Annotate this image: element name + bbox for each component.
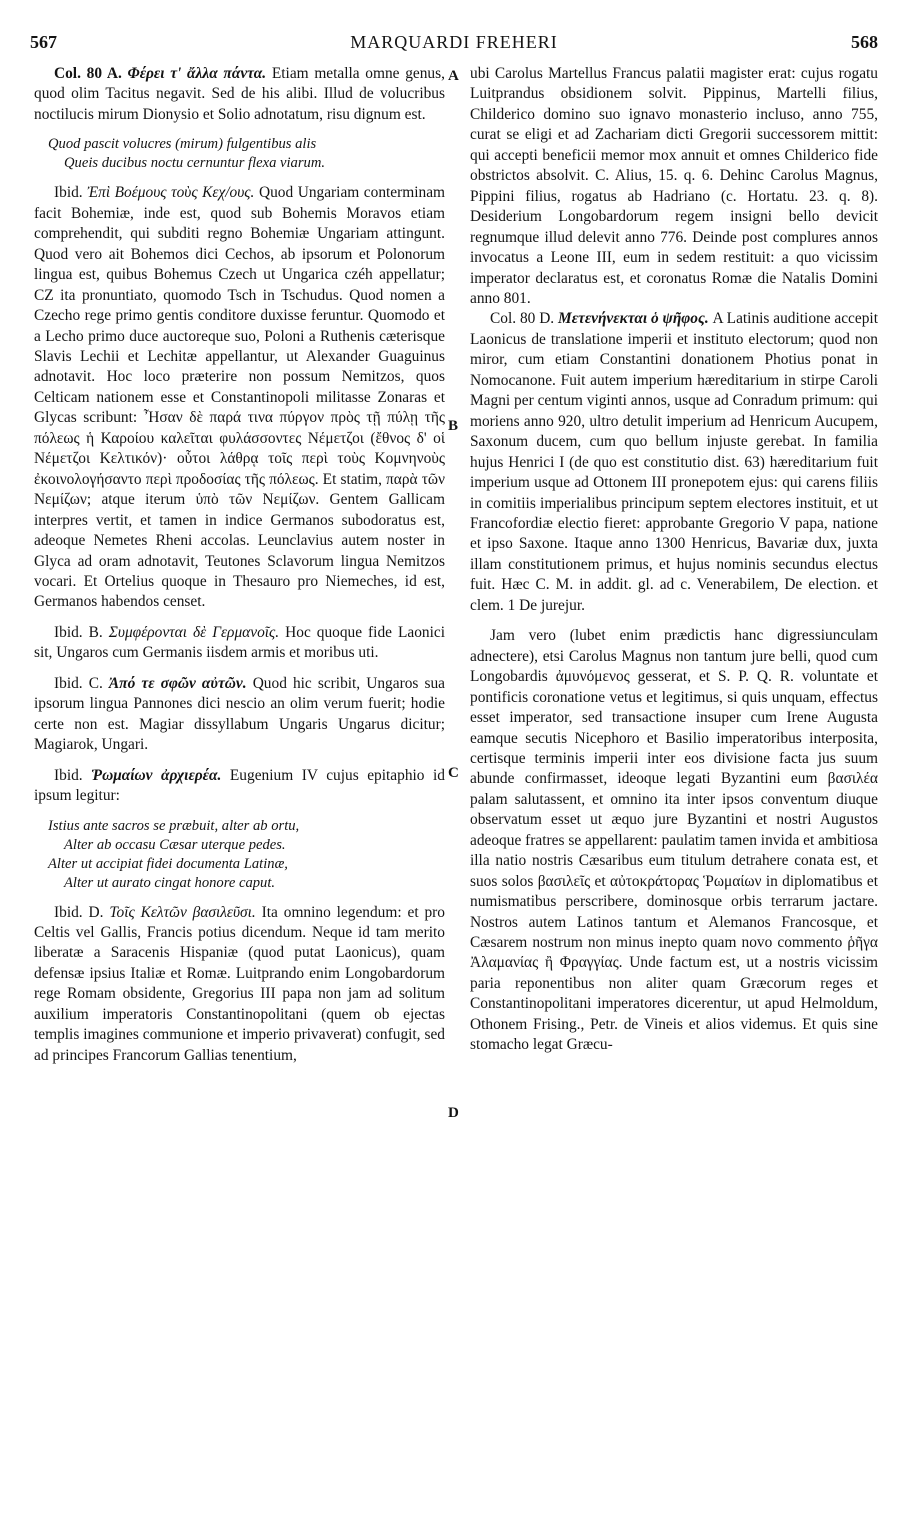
verse-line: Alter ab occasu Cæsar uterque pedes. [64, 836, 286, 853]
greek-lemma: Μετενήνεκται ὁ ψῆφος. [558, 310, 709, 328]
greek-lemma: Ἀπό τε σφῶν αὐτῶν. [108, 674, 247, 692]
note-ibid-bohemos [34, 183, 445, 613]
note-ref: Col. 80 D. [490, 310, 555, 328]
verse-line: Alter ut accipiat fidei documenta Latinæ, [48, 855, 288, 872]
note-ibid-romaion [34, 766, 445, 807]
greek-lemma: Ῥωμαίων ἀρχιερέα. [91, 766, 222, 784]
note-col-80d [470, 309, 878, 616]
note-ibid-c [34, 674, 445, 756]
verse-line: Alter ut aurato cingat honore caput. [64, 874, 276, 891]
verse-line: Quod pascit volucres (mirum) fulgentibus alis [48, 136, 317, 153]
note-ref: Ibid. D. [54, 903, 104, 921]
page-number-left: 567 [30, 32, 57, 52]
note-ibid-d [34, 903, 445, 1067]
greek-lemma: Ἐπὶ Βοέμους τοὺς Κεχ/ους. [87, 184, 255, 202]
note-text: Etiam metalla omne genus, quod olim Tacitus negavit. Sed de his alibi. Illud de volucribus noctilucis mirum Dionysio et Solio adnotatum, risu dignum est. [34, 65, 445, 123]
margin-marker-d: D [448, 1105, 459, 1121]
greek-lemma: Φέρει τ' ἄλλα πάντα. [127, 65, 267, 82]
page-header [30, 32, 878, 58]
margin-marker-c: C [448, 765, 459, 781]
note-col-80a [34, 64, 445, 125]
margin-marker-b: B [448, 418, 459, 434]
note-text: Ita omnino legendum: et pro Celtis vel Gallis, Francis potius dicendum. Neque id tam merito liberatæ a Saracenis Hispaniæ (quod putat Laonicus), quam defensæ ipsius Italiæ et Romæ. Luitprando enim Longobardorum rege Romam obsidente, Gregorius III papa non jam ad solitum auxilium imperatoris Constantinopolitani (quem ob ejectas templis imagines communione et imperio privaverat) confugit, sed ad principes Francorum Gallias tenentium, [34, 903, 445, 1064]
note-text: ubi Carolus Martellus Francus palatii magister erat: cujus rogatu Luitprandus obsidionem solvit. Pippinus, Martelli filius, Childerico domino suo ignavo monasterio incluso, anno 755, curat se eligi et ad Zachariam dicti Gregorii successorem mittit: qui accepti beneficii memor mox annuit et omnes Childerico fide obstrictos absolvit. C. Alius, 15. q. 6. Dehinc Carolus Magnus, Pippini filius, rogatus ab Hadriano (c. Hortatu. 23. q. 8). Desiderium Longobardorum regem insigni bello devicit regnumque illud delevit anno 776. Deinde post complures annos invocatus a Leone III, eum in sedem restituit: a quo vicissim imperator declaratus est, et coronatus Romæ die Natalis Domini anno 801. [470, 65, 878, 307]
note-text: Quod Ungariam conterminam facit Bohemiæ, inde est, quod sub Bohemis Moravos etiam comprehendit, qui subditi regno Bohemiæ Ungariam attingunt. Quod vero ait Bohemos dici Cechos, ab ipsorum et Polonorum lingua est, quibus Bohemus Czech ut Ungarica czéh appellatur; CZ ita pronuntiato, quomodo Tsch in Tschudus. Quod nomen a Czecho rege primo gentis conditore duxisse feruntur. Quomodo et a Lecho primo duce auctoreque suo, Poloni a Ruthenis cæterisque Slavis Lechii et Lechitæ appellantur, ut Alexander Guaguinus adnotavit. Hoc loco præterire non possum Nemitzos, quos Celticam nationem esse et Constantinopoli militasse Zonaras et Glycas scribunt: Ἦσαν δὲ παρά τινα πύργον πρὸς τῇ πύλῃ τῆς πόλεως ἡ Καροίου καλεῖται φυλάσσοντες Νέμετζοι (ἔθνος δ' οἱ Νέμετζοι Κελτικόν)· οὗτοι λάθρᾳ τοῖς περὶ τοὺς Κομνηνοὺς ἐκοινολογήσαντο περὶ προδοσίας τῆς πόλεως. Et statim, παρὰ τῶν Νεμίζων; atque iterum ὑπὸ τῶν Νεμίζων. Gentem Gallicam interpres vertit, et tamen in indice Germanos subodoratus est, adeoque Nemetes Rheni accolas. Leunclavius autem noster in Glyca ad oram adnotavit, Teutones Sclavorum lingua Nemitzos vocari. Et Ortelius quoque in Thesauro pro Niemeches, id est, Germanos habendos censet. [34, 184, 445, 611]
verse-line: Istius ante sacros se præbuit, alter ab ortu, [48, 817, 300, 834]
note-ref: Ibid. B. [54, 623, 103, 641]
note-text: Quod hic scribit, Ungaros sua ipsorum lingua Pannones dici nescio an olim verum fuerit; hodie certe non est. Magiar dissyllabum Ungaris Ungarus dicitur; Magiarok, Ungari. [34, 674, 445, 754]
note-ref: Ibid. [54, 766, 83, 784]
greek-lemma: Συμφέρονται δὲ Γερμανοῖς. [108, 623, 280, 641]
note-text: Eugenium IV cujus epitaphio id ipsum legitur: [34, 766, 445, 805]
note-text: Hoc quoque fide Laonici sit, Ungaros cum Germanis iisdem armis et moribus uti. [34, 623, 445, 662]
note-text: Jam vero (lubet enim prædictis hanc digressiunculam adnectere), etsi Carolus Magnus non tantum jure belli, quod cum Longobardis ἀμυνόμενος gesserat, et S. P. Q. R. voluntate et pontificis coronatione vetus et legitimus, si quis unquam, effectus esset imperator, sed transactione insuper cum Irene Augusta eamque secutis Nicephoro et Basilio imperatoribus interposita, certisque terminis imperii inter eos divisione facta jus suum abunde confirmasset, ideoque legati Byzantini eum βασιλέα palam salutassent, et omnino ita inter ipsos conventum diuque observatum esset ut æquo jure Byzantini et nostri Augustos adeoque fratres se appellarent: paulatim tamen invida et ambitiosa illa natio nostris Cæsaribus eum titulum detrahere conata est, et suos solos βασιλεῖς et αὐτοκράτορας Ῥωμαίων in diplomatibus et numismatibus perscribere, dominosque orbis terrarum jactare. Nostros autem Latinos tantum et Alemanos Francosque, et Cæsarem nostrum non minus inepto quam novo commento ῥῆγα Ἀλαμανίας ἢ Φραγγίας. Unde factum est, ut a nostris vicissim paria reponentibus non aliter quam Græcorum reges et Constantinopolitani imperatores dicerentur, ut apud Helmoldum, Othonem Frising., Petr. de Vineis et alios videmus. Et quis sine stomacho legat Græcu- [470, 627, 878, 1054]
digression-paragraph [470, 626, 878, 1056]
margin-marker-a: A [448, 68, 459, 84]
note-ref: Col. 80 A. [54, 65, 122, 82]
note-continuation [470, 64, 878, 309]
right-column [470, 64, 878, 1056]
page-number-right: 568 [851, 32, 878, 52]
running-title: MARQUARDI FREHERI [350, 32, 558, 52]
note-ibid-b [34, 623, 445, 664]
note-ref: Ibid. C. [54, 674, 103, 692]
note-text: A Latinis auditione accepit Laonicus de translatione imperii et instituto electorum; quod non miror, cum etiam Constantini donationem Photius ponat in Nomocanone. Fuit autem imperium hæreditarium in stirpe Caroli Magni per centum viginti annos, usque ad Conradum primum: qui moriens anno 920, ultro detulit imperium ad Henricum Aucupem, Saxonum ducem, cum quo bellum injuste gerebat. In familia hujus Henrici I (de quo est constitutio dist. 63) hæreditarium fuit imperium usque ad Ottonem III pronepotem ejus: qui carens filiis in comitiis imperialibus principum septem electores instituit, et ut Francofordiæ electio fieret: approbante Gregorio V papa, natione et ipso Saxone. Itaque anno 1300 Henricus, Bavariæ dux, juxta illam constitutionem primus, et hujus nominis secundus electus fuit. Hæc C. M. in addit. gl. ad c. Venerabilem, De election. et clem. 1 De jurejur. [470, 310, 878, 614]
verse-block-2 [34, 817, 445, 893]
left-column [34, 64, 445, 1066]
note-ref: Ibid. [54, 184, 83, 202]
greek-lemma: Τοῖς Κελτῶν βασιλεῦσι. [109, 903, 256, 921]
verse-line: Queis ducibus noctu cernuntur flexa viarum. [64, 155, 326, 172]
verse-block-1 [34, 135, 445, 173]
